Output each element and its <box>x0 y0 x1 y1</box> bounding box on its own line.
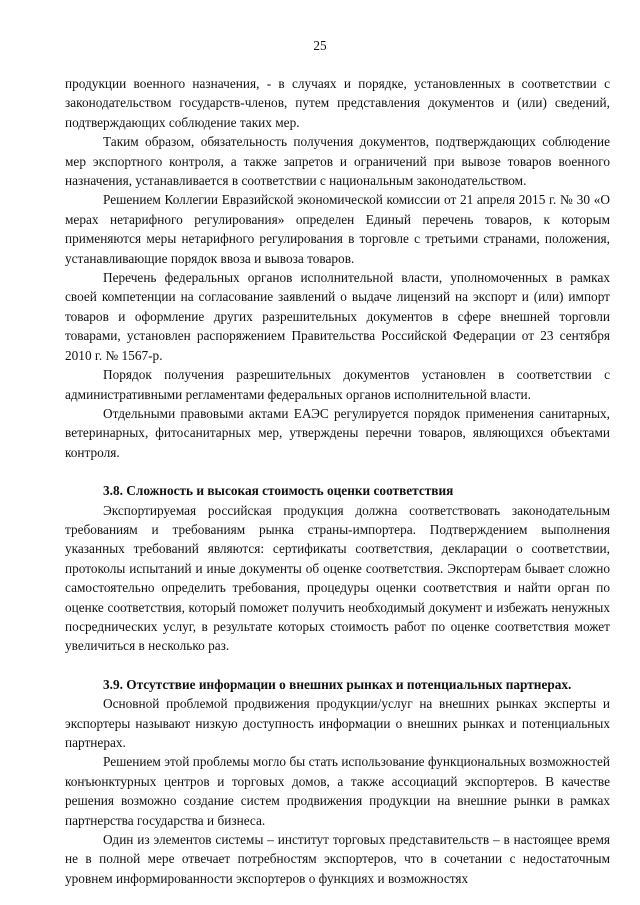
section-heading: 3.9. Отсутствие информации о внешних рынках и потенциальных партнерах. <box>103 676 572 692</box>
paragraph: Основной проблемой продвижения продукции/услуг на внешних рынках эксперты и экспортеры называют низкую доступность информации о внешних рынках и потенциальных партнерах. <box>65 696 610 750</box>
paragraph: Порядок получения разрешительных документов установлен в соответствии с административными регламентами федеральных органов исполнительной власти. <box>65 367 610 402</box>
body-text <box>65 74 610 888</box>
paragraph: Решением Коллегии Евразийской экономической комиссии от 21 апреля 2015 г. № 30 «О мерах нетарифного регулирования» определен Единый перечень товаров, к которым применяются меры нетарифного регулирования в торговле с третьими странами, положения, устанавливающие порядок ввоза и вывоза товаров. <box>65 192 610 266</box>
paragraph: Перечень федеральных органов исполнительной власти, уполномоченных в рамках своей компетенции на согласование заявлений о выдаче лицензий на экспорт и (или) импорт товаров и оформление других разрешительных документов в сфере внешней торговли товарами, установлен распоряжением Правительства Российской Федерации от 23 сентября 2010 г. № 1567-р. <box>65 270 610 363</box>
page-number: 25 <box>313 38 327 53</box>
paragraph: Таким образом, обязательность получения документов, подтверждающих соблюдение мер экспортного контроля, а также запретов и ограничений при вывозе товаров военного назначения, устанавливается в соответствии с национальным законодательством. <box>65 134 610 189</box>
paragraph: Экспортируемая российская продукция должна соответствовать законодательным требованиям и требованиям рынка страны-импортера. Подтверждением выполнения указанных требований являются: сертификаты соответствия, декларации о соответствии, протоколы испытаний и иные документы об оценке соответствия. Экспортерам бывает сложно самостоятельно определить требования, процедуры оценки соответствия и найти орган по оценке соответствия, который поможет получить необходимый документ и избежать ненужных посреднических услуг, в результате которых стоимость работ по оценке соответствия может увеличиться в несколько раз. <box>65 502 610 654</box>
paragraph: Решением этой проблемы могло бы стать использование функциональных возможностей конъюнктурных центров и торговых домов, а также ассоциаций экспортеров. В качестве решения возможно создание систем продвижения продукции на внешние рынки в рамках партнерства государства и бизнеса. <box>65 754 610 828</box>
paragraph: Один из элементов системы – институт торговых представительств – в настоящее время не в полной мере отвечает потребностям экспортеров, что в сочетании с недостаточным уровнем информированности экспортеров о функциях и возможностях <box>65 832 610 886</box>
paragraph: Отдельными правовыми актами ЕАЭС регулируется порядок применения санитарных, ветеринарных, фитосанитарных мер, утверждены перечни товаров, являющихся объектами контроля. <box>65 405 610 460</box>
section-heading: 3.8. Сложность и высокая стоимость оценки соответствия <box>103 483 454 499</box>
paragraph: продукции военного назначения, - в случаях и порядке, установленных в соответствии с законодательством государств-членов, путем представления документов и (или) сведений, подтверждающих соблюдение таких мер. <box>65 76 610 130</box>
